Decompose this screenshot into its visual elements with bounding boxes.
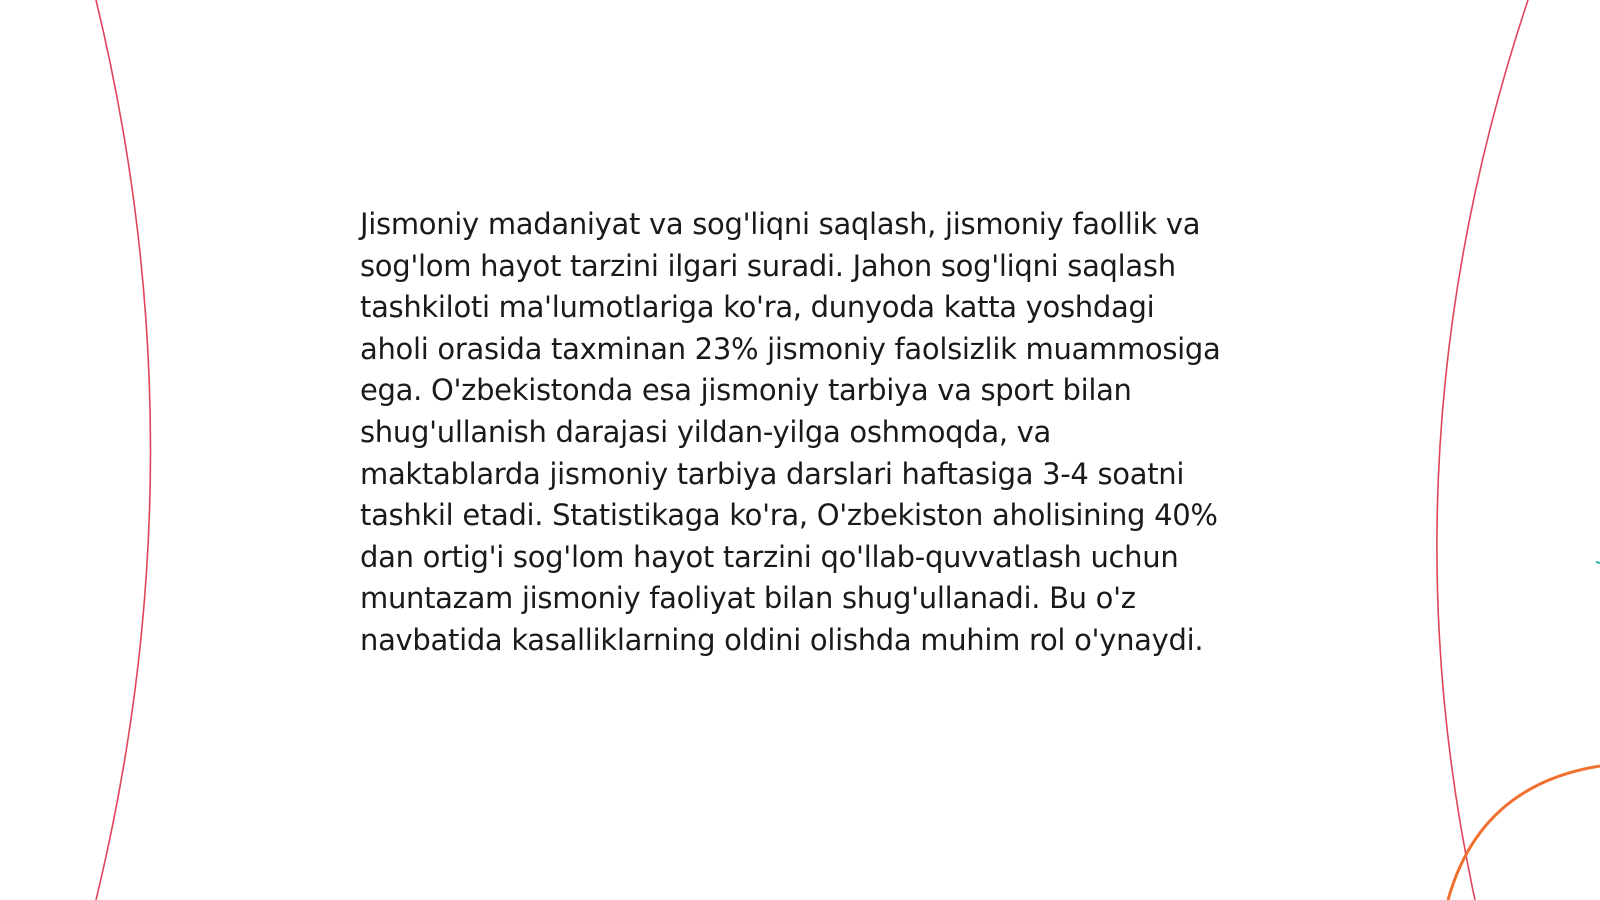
left-arc <box>96 0 151 900</box>
right-arc <box>1437 0 1528 900</box>
body-paragraph: Jismoniy madaniyat va sog'liqni saqlash, jismoniy faollik va sog'lom hayot tarzini ilgari suradi. Jahon sog'liqni saqlash tashkiloti ma'lumotlariga ko'ra, dunyoda katta yoshdagi aholi orasida taxminan 23% jismoniy faolsizlik muammosiga ega. O'zbekistonda esa jismoniy tarbiya va sport bilan shug'ullanish darajasi yildan-yilga oshmoqda, va maktablarda jismoniy tarbiya darslari haftasiga 3-4 soatni tashkil etadi. Statistikaga ko'ra, O'zbekiston aholisining 40% dan ortig'i sog'lom hayot tarzini qo'llab-quvvatlash uchun muntazam jismoniy faoliyat bilan shug'ullanadi. Bu o'z navbatida kasalliklarning oldini olishda muhim rol o'ynaydi. <box>360 207 1221 657</box>
teal-mark <box>1596 562 1600 563</box>
